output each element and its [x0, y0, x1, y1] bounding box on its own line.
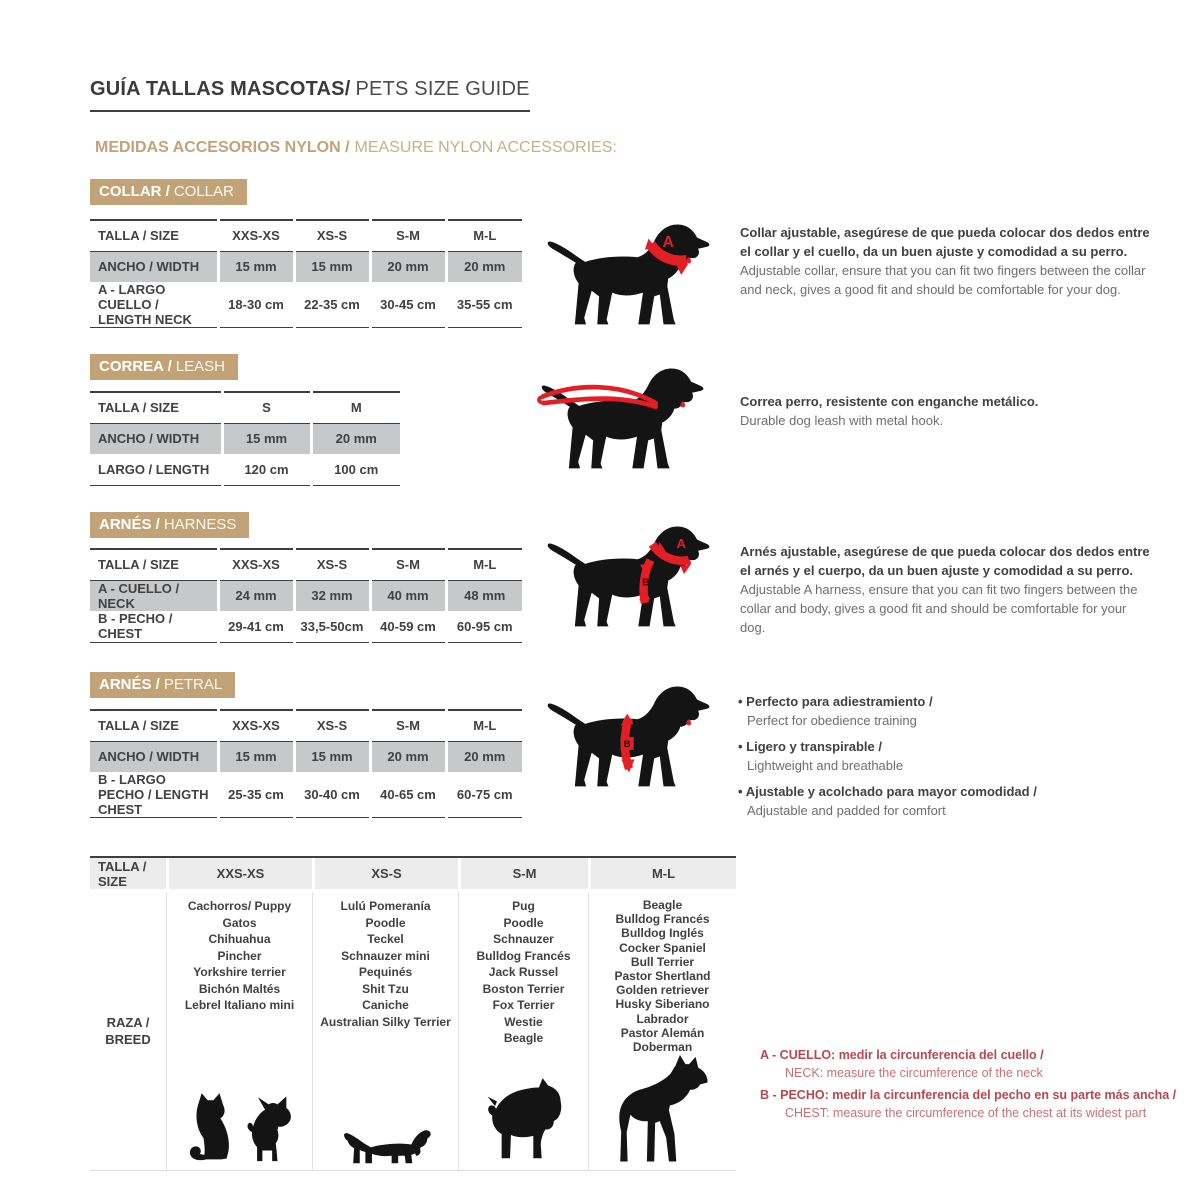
page-title [90, 78, 530, 112]
breed-col-header: XXS-XS [166, 858, 312, 889]
breed-column-xs-s [312, 892, 458, 1170]
breed-col-header: XS-S [312, 858, 458, 889]
breed-icons [459, 1075, 588, 1170]
leash-description [740, 392, 1152, 430]
breed-list: Pug Poodle Schnauzer Bulldog Francés Jack Russel Boston Terrier Fox Terrier Westie Beagle [476, 899, 571, 1045]
harness-badge-es: ARNÉS / [99, 516, 160, 533]
table-row [90, 282, 522, 328]
breed-icons [167, 1091, 312, 1170]
collar-desc-es: Collar ajustable, asegúrese de que pueda colocar dos dedos entre el collar y el cuello, da un buen ajuste y comodidad a su perro. [740, 225, 1150, 259]
size-value: 40-59 cm [370, 611, 446, 642]
row-label: ANCHO / WIDTH [90, 251, 218, 282]
breed-list: Lulú Pomeranía Poodle Teckel Schnauzer mini Pequinés Shit Tzu Caniche Australian Silky Terrier [320, 899, 451, 1029]
size-col-header: M-L [446, 220, 522, 251]
breed-icons [313, 1107, 458, 1170]
size-col-header: XXS-XS [218, 549, 294, 580]
page-subtitle-en: MEASURE NYLON ACCESSORIES: [354, 139, 617, 156]
size-col-header: XS-S [294, 710, 370, 741]
dachshund-icon [340, 1107, 432, 1167]
harness-description [740, 542, 1152, 637]
size-value: 120 cm [222, 454, 311, 485]
collar-size-table [90, 219, 522, 328]
size-value: 32 mm [294, 580, 370, 611]
petral-bullet-es: • Ajustable y acolchado para mayor comodidad / [738, 782, 1150, 801]
table-row [90, 741, 522, 772]
leash-size-table [90, 391, 400, 486]
harness-size-table [90, 548, 522, 643]
petral-bullet-en: Perfect for obedience training [747, 713, 917, 728]
breed-row-label-cell [90, 892, 166, 1170]
list-item [738, 692, 1150, 730]
size-value: 100 cm [311, 454, 400, 485]
size-value: 40-65 cm [370, 772, 446, 818]
breed-column-m-l [588, 892, 736, 1170]
size-value: 25-35 cm [218, 772, 294, 818]
size-value: 15 mm [294, 741, 370, 772]
size-value: 20 mm [446, 251, 522, 282]
row-label: A - LARGO CUELLO / LENGTH NECK [98, 282, 192, 327]
size-col-header: XS-S [294, 220, 370, 251]
row-label: LARGO / LENGTH [98, 461, 210, 477]
table-row [90, 423, 400, 454]
size-col-header: S-M [370, 549, 446, 580]
petral-size-table [90, 709, 522, 818]
breed-col-header: M-L [588, 858, 736, 889]
size-value: 60-75 cm [446, 772, 522, 818]
size-col-header: S-M [370, 220, 446, 251]
harness-section-badge [90, 512, 249, 538]
collar-dog-figure-icon [538, 218, 720, 335]
list-item [738, 782, 1150, 820]
page-title-en: PETS SIZE GUIDE [355, 78, 530, 100]
leash-section-badge [90, 354, 238, 380]
doberman-icon [615, 1055, 710, 1167]
size-value: 20 mm [370, 741, 446, 772]
row-label: B - LARGO PECHO / LENGTH CHEST [98, 772, 209, 817]
petral-bullet-en: Lightweight and breathable [747, 758, 904, 773]
petral-dog-figure-icon [538, 680, 720, 797]
size-value: 15 mm [218, 251, 294, 282]
breed-table-body [90, 892, 736, 1171]
row-label: B - PECHO / CHEST [98, 611, 173, 642]
size-value: 20 mm [311, 423, 400, 454]
table-row [90, 251, 522, 282]
note-b [760, 1086, 1196, 1122]
size-col-header: M-L [446, 549, 522, 580]
size-col-header: TALLA / SIZE [90, 220, 218, 251]
harness-marker-b: B [642, 577, 650, 589]
breed-list: Beagle Bulldog Francés Bulldog Inglés Cocker Spaniel Bull Terrier Pastor Shertland Golden retriever Husky Siberiano Labrador Pastor Alemán Doberman [614, 898, 711, 1055]
note-a-en: NECK: measure the circumference of the neck [785, 1066, 1043, 1080]
size-value: 24 mm [218, 580, 294, 611]
size-value: 30-45 cm [370, 282, 446, 328]
note-a-es: A - CUELLO: medir la circunferencia del cuello / [760, 1048, 1044, 1062]
size-col-header: TALLA / SIZE [90, 549, 218, 580]
harness-dog-figure-icon [538, 520, 720, 637]
table-row [90, 772, 522, 818]
breed-icons [589, 1055, 736, 1170]
cat-icon [182, 1091, 232, 1167]
size-col-header: TALLA / SIZE [90, 710, 218, 741]
harness-badge-en: HARNESS [163, 516, 237, 533]
size-value: 35-55 cm [446, 282, 522, 328]
note-b-en: CHEST: measure the circumference of the chest at its widest part [785, 1106, 1147, 1120]
petral-bullet-es: • Ligero y transpirable / [738, 737, 1150, 756]
size-col-header: XS-S [294, 549, 370, 580]
leash-desc-es: Correa perro, resistente con enganche metálico. [740, 394, 1039, 409]
size-col-header: XXS-XS [218, 220, 294, 251]
petral-bullet-es: • Perfecto para adiestramiento / [738, 692, 1150, 711]
size-col-header: M-L [446, 710, 522, 741]
size-value: 18-30 cm [218, 282, 294, 328]
row-label: A - CUELLO / NECK [90, 580, 218, 611]
size-value: 60-95 cm [446, 611, 522, 642]
collar-marker-a: A [662, 233, 674, 251]
leash-dog-figure-icon [532, 362, 714, 479]
page-subtitle [95, 139, 617, 157]
collar-badge-es: COLLAR / [99, 183, 170, 200]
size-value: 33,5-50cm [294, 611, 370, 642]
harness-desc-en: Adjustable A harness, ensure that you can fit two fingers between the collar and body, gives a good fit and should be comfortable for your dog. [740, 582, 1138, 635]
breed-column-s-m [458, 892, 588, 1170]
row-label: ANCHO / WIDTH [90, 423, 222, 454]
page-title-es: GUÍA TALLAS MASCOTAS/ [90, 78, 351, 100]
petral-badge-es: ARNÉS / [99, 676, 160, 693]
leash-badge-es: CORREA / [99, 358, 172, 375]
breed-col-header: S-M [458, 858, 588, 889]
petral-feature-list [738, 692, 1150, 827]
collar-badge-en: COLLAR [173, 183, 234, 200]
harness-marker-a: A [676, 536, 686, 551]
leash-desc-en: Durable dog leash with metal hook. [740, 413, 944, 428]
size-col-header: M [311, 392, 400, 423]
schnauzer-icon [483, 1075, 565, 1167]
size-col-header: S [222, 392, 311, 423]
size-value: 15 mm [222, 423, 311, 454]
row-label: ANCHO / WIDTH [90, 741, 218, 772]
list-item [738, 737, 1150, 775]
size-value: 29-41 cm [218, 611, 294, 642]
size-value: 22-35 cm [294, 282, 370, 328]
breed-list: Cachorros/ Puppy Gatos Chihuahua Pincher Yorkshire terrier Bichón Maltés Lebrel Italiano mini [184, 899, 295, 1012]
petral-bullet-en: Adjustable and padded for comfort [747, 803, 946, 818]
size-value: 30-40 cm [294, 772, 370, 818]
size-value: 20 mm [370, 251, 446, 282]
page-subtitle-es: MEDIDAS ACCESORIOS NYLON / [95, 139, 350, 156]
size-value: 48 mm [446, 580, 522, 611]
note-b-es: B - PECHO: medir la circunferencia del pecho en su parte más ancha / [760, 1088, 1177, 1102]
note-a [760, 1046, 1196, 1082]
table-row [90, 454, 400, 485]
leash-badge-en: LEASH [175, 358, 225, 375]
size-value: 40 mm [370, 580, 446, 611]
collar-section-badge [90, 179, 247, 205]
petral-marker-b: B [623, 739, 631, 750]
breed-table-header [90, 856, 736, 889]
table-row [90, 580, 522, 611]
petral-section-badge [90, 672, 235, 698]
measurement-notes [760, 1046, 1196, 1126]
breed-col-header: TALLA / SIZE [98, 858, 147, 889]
breed-table [90, 856, 736, 1171]
size-col-header: XXS-XS [218, 710, 294, 741]
size-value: 15 mm [294, 251, 370, 282]
size-value: 20 mm [446, 741, 522, 772]
collar-description [740, 223, 1152, 299]
size-col-header: S-M [370, 710, 446, 741]
breed-row-label: RAZA / BREED [105, 1015, 151, 1047]
collar-desc-en: Adjustable collar, ensure that you can fit two fingers between the collar and neck, gives a good fit and should be comfortable for your dog. [740, 263, 1146, 297]
harness-desc-es: Arnés ajustable, asegúrese de que pueda colocar dos dedos entre el arnés y el cuerpo, da un buen ajuste y comodidad a su perro. [740, 544, 1150, 578]
table-row [90, 611, 522, 642]
chihuahua-icon [242, 1095, 297, 1167]
size-value: 15 mm [218, 741, 294, 772]
size-col-header: TALLA / SIZE [90, 392, 222, 423]
breed-column-xxs-xs [166, 892, 312, 1170]
petral-badge-en: PETRAL [163, 676, 223, 693]
